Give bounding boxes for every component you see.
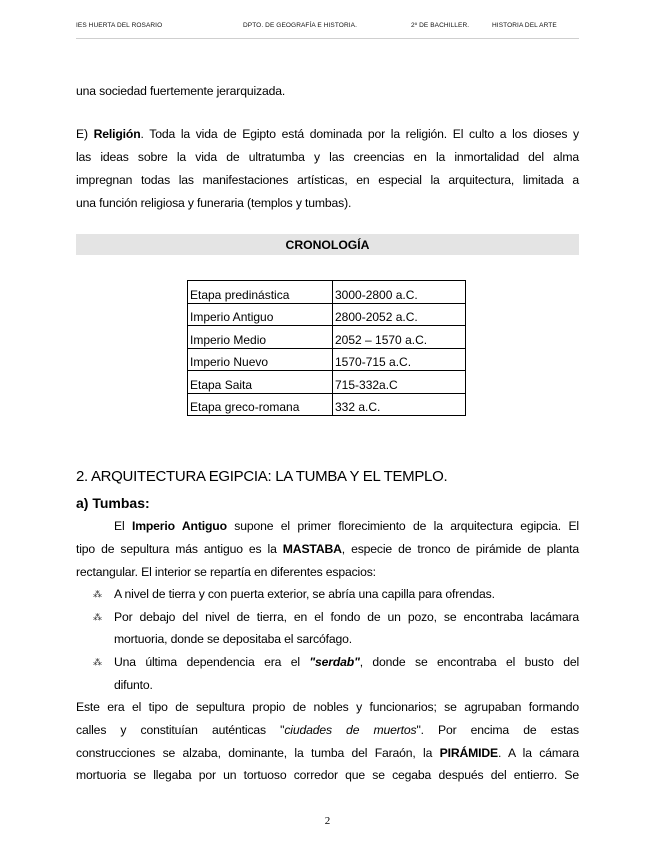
tumbas-text: calles y constituían auténticas " [76,723,285,737]
header-school: IES HUERTA DEL ROSARIO [76,22,163,29]
table-row [188,371,466,394]
bullet-icon: ⁂ [93,612,102,622]
religion-line-1 [76,127,579,142]
religion-term: Religión [93,127,141,141]
fecha-cell: 2800-2052 a.C. [333,303,466,326]
table-row [188,281,466,304]
tumbas-text: . A la cámara [498,746,579,760]
etapa-cell: Etapa predinástica [188,281,333,304]
religion-prefix: E) [76,127,94,141]
etapa-cell: Imperio Antiguo [188,303,333,326]
fecha-cell: 715-332a.C [333,371,466,394]
page-number: 2 [324,815,331,827]
table-row [188,303,466,326]
ciudades-de-muertos-term: ciudades de muertos [284,723,417,737]
tumbas-line-5 [76,723,579,738]
tumbas-line-6 [76,746,579,761]
fecha-cell: 3000-2800 a.C. [333,281,466,304]
fecha-cell: 2052 – 1570 a.C. [333,326,466,349]
tumbas-text: Una última dependencia era el [114,655,310,669]
tumbas-line-4: Este era el tipo de sepultura propio de nobles y funcionarios; se agrupaban formando [76,700,579,714]
header-subject: HISTORIA DEL ARTE [492,22,557,29]
tumbas-text: tipo de sepultura más antiguo es la [76,542,283,556]
bullet-2-line-1: Por debajo del nivel de tierra, en el fondo de un pozo, se encontraba lacámara [114,610,579,624]
fecha-cell: 1570-715 a.C. [333,348,466,371]
serdab-term: "serdab" [309,655,360,669]
bullet-1-text: A nivel de tierra y con puerta exterior, se abría una capilla para ofrendas. [114,587,495,601]
table-row [188,326,466,349]
tumbas-line-3: rectangular. El interior se repartía en diferentes espacios: [76,565,376,579]
etapa-cell: Etapa greco-romana [188,393,333,416]
bullet-icon: ⁂ [93,589,102,599]
imperio-antiguo-term: Imperio Antiguo [131,519,227,533]
cronologia-title-bar [76,234,579,255]
piramide-term: PIRÁMIDE [439,746,499,760]
religion-text-1: . Toda la vida de Egipto está dominada por la religión. El culto a los dioses y [140,127,579,141]
tumbas-text: El [114,519,132,533]
tumbas-text: , especie de tronco de pirámide de planta [341,542,579,556]
etapa-cell: Imperio Nuevo [188,348,333,371]
bullet-3-line-2: difunto. [114,678,153,692]
table-row [188,348,466,371]
tumbas-line-2 [76,542,579,557]
tumbas-line-1 [114,519,579,534]
cronologia-title: CRONOLOGÍA [285,238,370,252]
bullet-3-line-1 [114,655,579,670]
header-course: 2º DE BACHILLER. [411,22,470,29]
religion-line-2: las ideas sobre la vida de ultratumba y las creencias en la inmortalidad del alma [76,150,579,164]
etapa-cell: Etapa Saita [188,371,333,394]
section-subtitle: a) Tumbas: [76,495,150,511]
header-department: DPTO. DE GEOGRAFÍA E HISTORIA. [243,22,358,29]
intro-line: una sociedad fuertemente jerarquizada. [76,84,286,98]
cronologia-table [187,280,466,416]
mastaba-term: MASTABA [282,542,342,556]
bullet-2-line-2: mortuoria, donde se depositaba el sarcófago. [114,632,352,646]
section-title: 2. ARQUITECTURA EGIPCIA: LA TUMBA Y EL TEMPLO. [76,468,448,485]
religion-line-4: una función religiosa y funeraria (templos y tumbas). [76,196,352,210]
religion-line-3: impregnan todas las manifestaciones artísticas, en especial la arquitectura, limitada a [76,173,579,187]
tumbas-text: , donde se encontraba el busto del [359,655,580,669]
etapa-cell: Imperio Medio [188,326,333,349]
fecha-cell: 332 a.C. [333,393,466,416]
table-row [188,393,466,416]
tumbas-text: ". Por encima de estas [416,723,579,737]
tumbas-line-7: mortuoria se llegaba por un tortuoso corredor que se cegaba después del entierro. Se [76,768,579,782]
bullet-icon: ⁂ [93,657,102,667]
header-divider [76,38,579,39]
tumbas-text: construcciones se alzaba, dominante, la tumba del Faraón, la [76,746,440,760]
tumbas-text: supone el primer florecimiento de la arquitectura egipcia. El [226,519,579,533]
